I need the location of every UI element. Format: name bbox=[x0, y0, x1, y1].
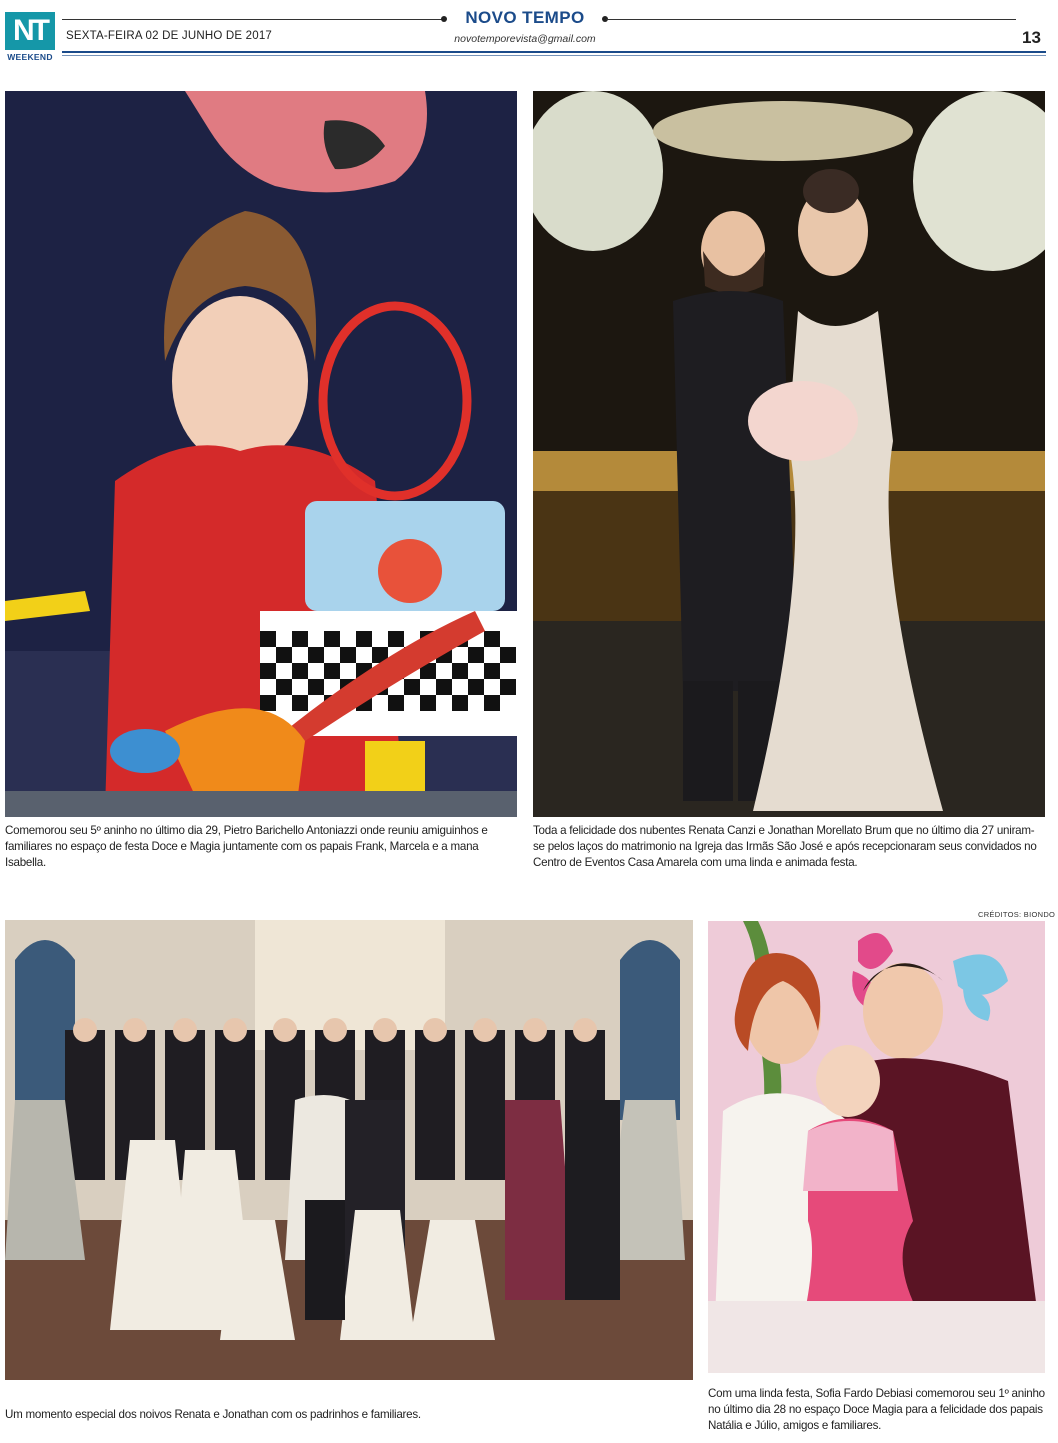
header-divider bbox=[62, 51, 1046, 53]
header-bullet-left bbox=[441, 16, 447, 22]
caption-wedding-couple: Toda a felicidade dos nubentes Renata Canzi e Jonathan Morellato Brum que no último dia 27 uniram-se pelos laços do matrimonio na Igreja das Irmãs São José e após recepcionaram seus convidados no Centro de Eventos Casa Amarela com uma linda e animada festa. bbox=[533, 824, 1037, 869]
contact-email: novotemporevista@gmail.com bbox=[454, 33, 596, 45]
publication-title: NOVO TEMPO bbox=[465, 8, 585, 27]
birthday-boy-pietro-photo bbox=[5, 91, 517, 817]
caption-family-birthday: Com uma linda festa, Sofia Fardo Debiasi comemorou seu 1º aninho no último dia 28 no espaço Doce Magia para a felicidade dos papais Natália e Júlio, amigos e familiares. bbox=[708, 1387, 1045, 1432]
family-birthday-sofia-photo bbox=[708, 921, 1045, 1373]
caption-birthday-boy: Comemorou seu 5º aninho no último dia 29, Pietro Barichello Antoniazzi onde reuniu amiguinhos e familiares no espaço de festa Doce e Magia juntamente com os papais Frank, Marcela e a mana Isabella. bbox=[5, 824, 488, 869]
newspaper-logo bbox=[5, 12, 55, 62]
issue-date: SEXTA-FEIRA 02 DE JUNHO DE 2017 bbox=[66, 30, 273, 42]
logo-mark: NT bbox=[5, 12, 55, 50]
wedding-couple-photo bbox=[533, 91, 1045, 817]
header-divider-thin bbox=[62, 55, 1046, 56]
page-number: 13 bbox=[1022, 28, 1041, 47]
logo-subtitle: WEEKEND bbox=[7, 52, 53, 62]
header-rule-right bbox=[606, 19, 1016, 20]
caption-wedding-group: Um momento especial dos noivos Renata e Jonathan com os padrinhos e familiares. bbox=[5, 1408, 421, 1421]
photo-credits: CRÉDITOS: BIONDO bbox=[978, 910, 1056, 919]
wedding-group-photo bbox=[5, 920, 693, 1380]
header-rule-left bbox=[62, 19, 444, 20]
